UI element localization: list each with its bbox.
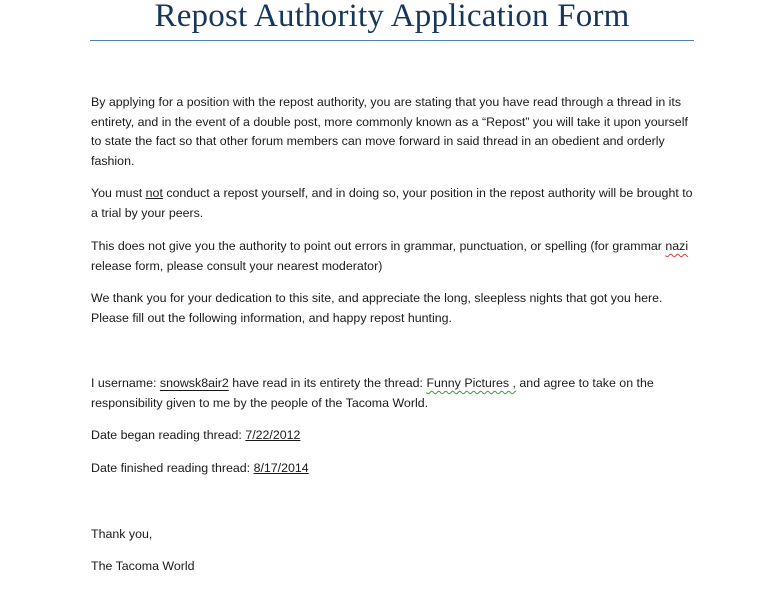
thread-suffix: and agree to take on the responsibility given to me by the people of the Tacoma World. [91, 376, 654, 410]
paragraph-no-repost [91, 184, 701, 223]
finished-label: Date finished reading thread: [91, 461, 254, 475]
p2-before: You must [91, 186, 146, 200]
paragraph-date-finished [91, 459, 701, 479]
username-prefix: I username: [91, 376, 160, 390]
paragraph-grammar [91, 237, 701, 276]
username-field[interactable]: snowsk8air2 [159, 376, 229, 390]
title-divider [90, 40, 694, 41]
page-title: Repost Authority Application Form [154, 0, 630, 34]
thread-prefix: have read in its entirety the thread: [228, 376, 427, 390]
began-label: Date began reading thread: [91, 428, 246, 442]
finished-date-field[interactable]: 8/17/2014 [253, 461, 309, 475]
p3-after: release form, please consult your nearest moderator) [91, 258, 383, 273]
paragraph-declaration [91, 374, 701, 413]
paragraph-intro: By applying for a position with the repost authority, you are stating that you have read through a thread in its entirety, and in the event of a double post, more commonly known as a “Repost” you will take it upon yourself to state the fact so that other forum members can move forward in said thread in an obedient and orderly fashion. [91, 95, 688, 168]
misspelled-word-nazi: nazi [665, 239, 689, 253]
p2-after: conduct a repost yourself, and in doing so, your position in the repost authority will be brought to a trial by your peers. [91, 186, 693, 220]
paragraph-date-began [91, 426, 701, 446]
began-date-field[interactable]: 7/22/2012 [245, 428, 301, 442]
emphasis-not: not [145, 186, 163, 200]
thread-field[interactable]: Funny Pictures , [426, 376, 516, 390]
closing-signature: The Tacoma World [91, 559, 195, 573]
p3-before: This does not give you the authority to point out errors in grammar, punctuation, or spelling (for grammar [91, 239, 666, 253]
closing-thanks: Thank you, [91, 527, 153, 541]
paragraph-thanks: We thank you for your dedication to this site, and appreciate the long, sleepless nights that got you here. Please fill out the following information, and happy repost hunting. [91, 291, 663, 325]
